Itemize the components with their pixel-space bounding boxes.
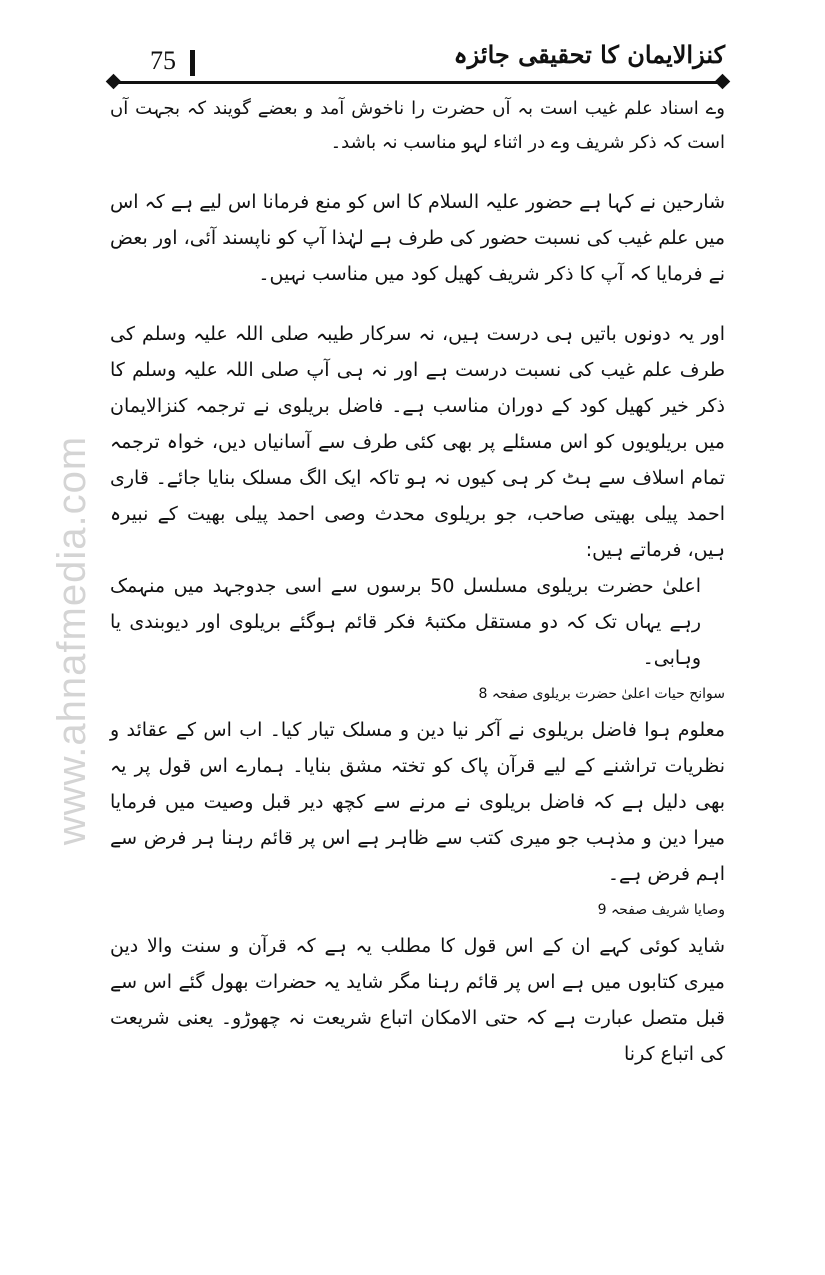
paragraph: اور یہ دونوں باتیں ہی درست ہیں، نہ سرکار طیبہ صلی اللہ علیہ وسلم کی طرف علم غیب کی نسبت درست ہے اور نہ ہی آپ صلی اللہ علیہ وسلم کا ذکر خیر کھیل کود کے دوران مناسب ہے۔ فاضل بریلوی نے ترجمہ کنزالایمان میں بریلویوں کو اس مسئلے پر بھی کئی طرف سے آسانیاں دیں، خواہ ترجمہ تمام اسلاف سے ہٹ کر ہی کیوں نہ ہو تاکہ ایک الگ مسلک بنایا جائے۔ قاری احمد پیلی بھیتی صاحب، جو بریلوی محدث وصی احمد پیلی بھیت کے نبیرہ ہیں، فرماتے ہیں: — [110, 323, 725, 561]
paragraph: شارحین نے کہا ہے حضور علیہ السلام کا اس کو منع فرمانا اس لیے ہے کہ اس میں علم غیب کی نسبت حضور کی طرف ہے لہٰذا آپ کو ناپسند آئی، اور بعض نے فرمایا کہ آپ کا ذکر شریف کھیل کود میں مناسب نہیں۔ — [110, 191, 725, 285]
block-quote: اعلیٰ حضرت بریلوی مسلسل 50 برسوں سے اسی جدوجہد میں منہمک رہے یہاں تک کہ دو مستقل مکتبۂ فکر قائم ہوگئے بریلوی اور دیوبندی یا وہابی۔ — [110, 575, 702, 669]
page-body — [110, 92, 725, 1072]
paragraph: شاید کوئی کہے ان کے اس قول کا مطلب یہ ہے کہ قرآن و سنت والا دین میری کتابوں میں ہے اس پر قائم رہنا مگر شاید یہ حضرات بھول گئے اس سے قبل متصل عبارت ہے کہ حتی الامکان اتباع شریعت نہ چھوڑو۔ یعنی شریعت کی اتباع کرنا — [110, 935, 725, 1065]
watermark — [28, 430, 118, 850]
reference-citation: وصایا شریف صفحہ 9 — [597, 902, 725, 918]
watermark-text: www.ahnafmedia.com — [50, 435, 95, 845]
header-rule — [115, 81, 720, 84]
page-number: 75 — [150, 46, 176, 75]
page-header — [110, 40, 725, 85]
page-number-bar — [190, 50, 195, 76]
running-title: کنزالایمان کا تحقیقی جائزہ — [453, 40, 725, 69]
persian-quote: وے اسناد علم غیب است بہ آں حضرت را ناخوش آمد و بعضے گویند کہ بجہت آں است کہ ذکر شریف وے در اثناء لہو مناسب نہ باشد۔ — [110, 98, 725, 153]
reference-citation: سوانح حیات اعلیٰ حضرت بریلوی صفحہ 8 — [478, 686, 725, 702]
paragraph: معلوم ہوا فاضل بریلوی نے آکر نیا دین و مسلک تیار کیا۔ اب اس کے عقائد و نظریات تراشنے کے لیے قرآن پاک کو تختہ مشق بنایا۔ ہمارے اس قول پر یہ بھی دلیل ہے کہ فاضل بریلوی نے مرنے سے کچھ دیر قبل وصیت میں فرمایا میرا دین و مذہب جو میری کتب سے ظاہر ہے اس پر قائم رہنا ہر فرض سے اہم فرض ہے۔ — [110, 719, 725, 885]
